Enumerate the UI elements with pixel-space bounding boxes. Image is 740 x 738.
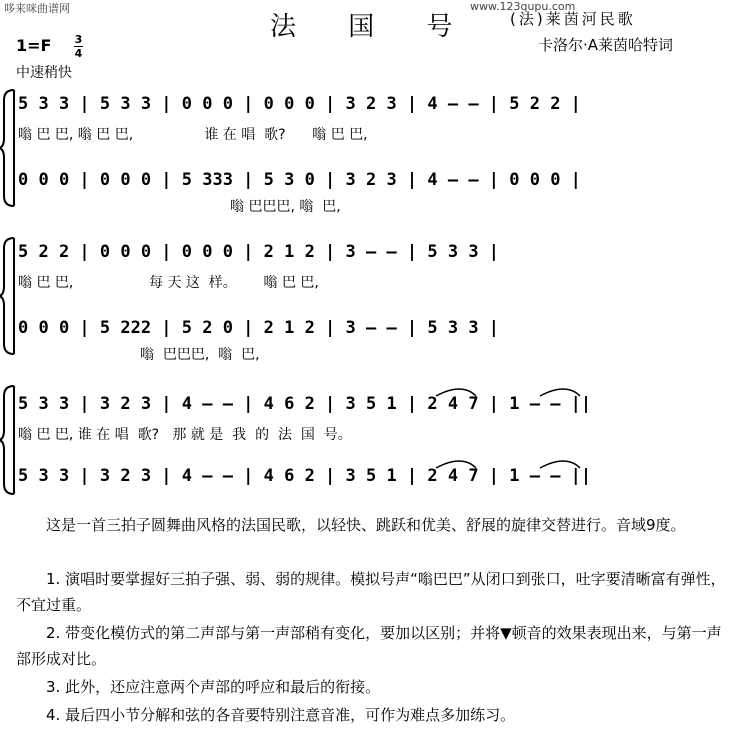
note-paragraph-4: 4. 最后四小节分解和弦的各音要特别注意音准，可作为难点多加练习。	[46, 706, 516, 724]
upper-voice-notes: 5 3 3 | 5 3 3 | 0 0 0 | 0 0 0 | 3 2 3 | 4 – – | 5 2 2 |	[18, 94, 581, 114]
upper-voice-lyrics: 嗡 巴 巴, 嗡 巴 巴, 谁 在 唱 歌? 嗡 巴 巴,	[18, 127, 368, 143]
upper-voice-notes: 5 2 2 | 0 0 0 | 0 0 0 | 2 1 2 | 3 – – | 5 3 3 |	[18, 242, 500, 262]
upper-voice-lyrics: 嗡 巴 巴, 每 天 这 样。 嗡 巴 巴,	[18, 275, 319, 291]
key-signature: 1=F	[16, 36, 52, 55]
lower-voice-notes: 0 0 0 | 0 0 0 | 5 333 | 5 3 0 | 3 2 3 | 4 – – | 0 0 0 |	[18, 170, 581, 190]
note-paragraph-1: 1. 演唱时要掌握好三拍子强、弱、弱的规律。模拟号声“嗡巴巴”从闭口到张口，吐字要清晰富有弹性，不宜过重。	[16, 570, 726, 614]
lower-voice-lyrics: 嗡 巴巴巴, 嗡 巴,	[230, 199, 341, 215]
watermark-left: 哆来咪曲谱网	[4, 2, 70, 15]
watermark-right: www.123qupu.com	[470, 0, 576, 13]
lower-voice-notes: 5 3 3 | 3 2 3 | 4 – – | 4 6 2 | 3 5 1 | 2 4 7 | 1 – – ||	[18, 466, 592, 486]
intro-paragraph: 这是一首三拍子圆舞曲风格的法国民歌，以轻快、跳跃和优美、舒展的旋律交替进行。音域9度。	[46, 516, 686, 534]
score-system-2	[0, 232, 740, 363]
note-paragraph-2: 2. 带变化模仿式的第二声部与第一声部稍有变化，要加以区别；并将▼顿音的效果表现出来，与第一声部形成对比。	[16, 624, 722, 668]
tempo-marking: 中速稍快	[16, 65, 72, 81]
song-title: 法 国 号	[270, 12, 475, 42]
upper-voice-notes: 5 3 3 | 3 2 3 | 4 – – | 4 6 2 | 3 5 1 | 2 4 7 | 1 – – ||	[18, 394, 592, 414]
upper-voice-lyrics: 嗡 巴 巴, 谁 在 唱 歌? 那 就 是 我 的 法 国 号。	[18, 427, 352, 443]
meter-top: 3	[74, 33, 83, 46]
lower-voice-notes: 0 0 0 | 5 222 | 5 2 0 | 2 1 2 | 3 – – | 5 3 3 |	[18, 318, 500, 338]
score-system-1	[0, 84, 740, 215]
time-signature	[74, 34, 83, 59]
score-system-3	[0, 380, 740, 500]
lyricist: 卡洛尔·A莱茵哈特词	[538, 36, 674, 54]
meter-bottom: 4	[74, 47, 83, 60]
song-origin: (法)莱茵河民歌	[510, 10, 636, 28]
note-paragraph-3: 3. 此外，还应注意两个声部的呼应和最后的衔接。	[46, 678, 381, 696]
lower-voice-lyrics: 嗡 巴巴巴, 嗡 巴,	[140, 347, 260, 363]
